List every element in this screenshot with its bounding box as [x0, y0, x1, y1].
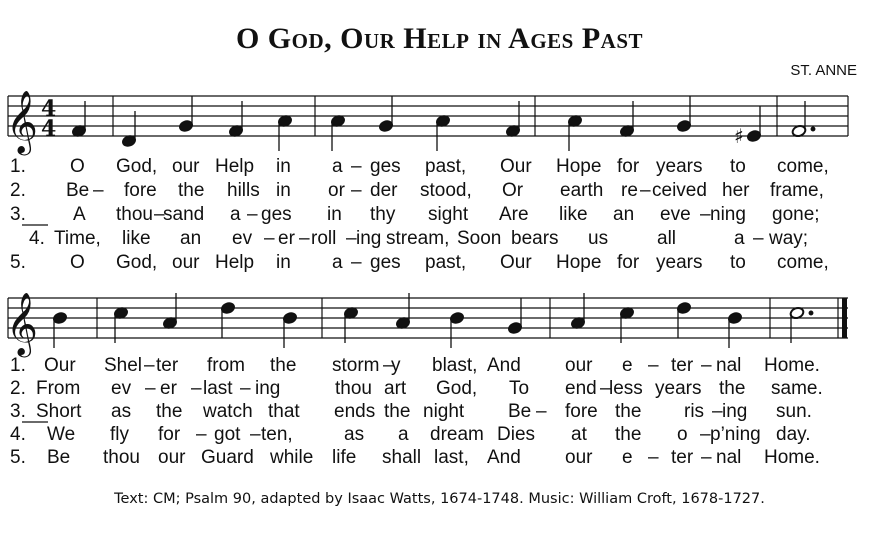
- lyric-syllable: And: [487, 447, 521, 468]
- lyric-syllable: last: [203, 378, 233, 399]
- lyric-syllable: Our: [500, 252, 532, 273]
- verse-number: 5.: [10, 252, 26, 273]
- verse-number: 4.: [29, 228, 45, 249]
- lyric-syllable: Dies: [497, 424, 536, 445]
- lyric-syllable: the: [615, 401, 642, 422]
- lyric-syllable: ter: [671, 355, 694, 376]
- lyric-syllable: stood,: [420, 180, 472, 201]
- lyric-syllable: Hope: [556, 156, 602, 177]
- lyric-syllable: a: [332, 156, 343, 177]
- lyric-syllable: stream,: [386, 228, 450, 249]
- lyric-syllable: re: [621, 180, 638, 201]
- lyric-syllable: thou: [335, 378, 372, 399]
- lyric-syllable: art: [384, 378, 407, 399]
- lyric-hyphen: –: [154, 204, 165, 225]
- lyric-syllable: Our: [500, 156, 532, 177]
- lyric-syllable: p’ning: [710, 424, 761, 445]
- lyric-hyphen: –: [144, 355, 155, 376]
- lyric-syllable: ges: [261, 204, 292, 225]
- lyric-syllable: past,: [425, 156, 467, 177]
- lyric-syllable: years: [656, 252, 703, 273]
- lyric-hyphen: –: [536, 401, 547, 422]
- lyric-syllable: A: [73, 204, 86, 225]
- staff-system-1: [8, 96, 848, 136]
- verse-number: 3.: [10, 204, 26, 225]
- lyric-syllable: e: [622, 447, 633, 468]
- notes-system-1: [71, 96, 815, 151]
- lyric-hyphen: –: [264, 228, 275, 249]
- lyric-syllable: Short: [36, 401, 82, 422]
- lyric-syllable: blast,: [432, 355, 478, 376]
- lyric-syllable: like: [559, 204, 588, 225]
- time-signature-top: 4: [41, 96, 57, 122]
- lyric-syllable: Be: [66, 180, 90, 201]
- lyric-syllable: like: [122, 228, 151, 249]
- lyric-syllable: an: [180, 228, 202, 249]
- lyric-hyphen: –: [346, 228, 357, 249]
- lyric-hyphen: –: [196, 424, 207, 445]
- verse-number: 4.: [10, 424, 26, 445]
- lyric-syllable: sun.: [776, 401, 812, 422]
- lyric-syllable: a: [332, 252, 343, 273]
- lyric-syllable: nal: [716, 355, 742, 376]
- lyric-syllable: And: [487, 355, 521, 376]
- lyric-syllable: last,: [434, 447, 469, 468]
- lyric-hyphen: –: [753, 228, 764, 249]
- lyric-syllable: ev: [232, 228, 253, 249]
- treble-clef-icon: 𝄞: [6, 90, 38, 153]
- final-barline: [842, 298, 847, 338]
- lyric-hyphen: –: [240, 378, 251, 399]
- lyric-syllable: end: [565, 378, 597, 399]
- lyric-syllable: for: [617, 252, 640, 273]
- verse-number: 3.: [10, 401, 26, 422]
- lyric-syllable: Help: [215, 252, 255, 273]
- lyric-syllable: as: [111, 401, 132, 422]
- lyric-syllable: Are: [499, 204, 529, 225]
- lyric-syllable: the: [384, 401, 411, 422]
- lyric-syllable: ris: [684, 401, 705, 422]
- treble-clef-icon: 𝄞: [6, 292, 38, 355]
- lyric-syllable: same.: [771, 378, 823, 399]
- lyric-syllable: a: [398, 424, 409, 445]
- lyric-syllable: our: [172, 252, 200, 273]
- lyric-syllable: the: [719, 378, 746, 399]
- lyric-syllable: Soon: [457, 228, 502, 249]
- lyrics-system-1: [10, 156, 829, 273]
- lyric-syllable: all: [657, 228, 677, 249]
- lyric-syllable: ing: [722, 401, 748, 422]
- lyric-syllable: Home.: [764, 447, 820, 468]
- lyric-hyphen: –: [648, 447, 659, 468]
- lyric-syllable: Time,: [54, 228, 101, 249]
- lyric-syllable: God,: [116, 252, 158, 273]
- lyric-syllable: We: [47, 424, 76, 445]
- lyric-syllable: a: [734, 228, 745, 249]
- lyric-syllable: fore: [565, 401, 598, 422]
- lyric-hyphen: –: [640, 180, 651, 201]
- lyric-hyphen: –: [700, 204, 711, 225]
- lyric-syllable: years: [655, 378, 702, 399]
- lyric-syllable: for: [617, 156, 640, 177]
- lyric-syllable: nal: [716, 447, 742, 468]
- lyric-hyphen: –: [648, 355, 659, 376]
- lyric-syllable: for: [158, 424, 181, 445]
- lyric-syllable: er: [160, 378, 177, 399]
- lyric-syllable: the: [615, 424, 642, 445]
- lyric-syllable: got: [214, 424, 241, 445]
- tune-name: ST. ANNE: [790, 62, 857, 79]
- lyric-syllable: ev: [111, 378, 132, 399]
- lyric-syllable: watch: [203, 401, 253, 422]
- lyric-syllable: Be: [508, 401, 532, 422]
- lyric-syllable: Shel: [104, 355, 143, 376]
- lyric-syllable: an: [613, 204, 635, 225]
- lyric-syllable: our: [158, 447, 186, 468]
- hymn-title: O God, Our Help in Ages Past: [235, 22, 644, 55]
- lyric-syllable: way;: [769, 228, 809, 249]
- lyric-syllable: hills: [227, 180, 260, 201]
- lyric-syllable: ter: [671, 447, 694, 468]
- lyric-syllable: fore: [124, 180, 157, 201]
- lyric-hyphen: –: [712, 401, 723, 422]
- lyric-syllable: To: [509, 378, 530, 399]
- lyric-syllable: ges: [370, 252, 401, 273]
- lyric-syllable: ceived: [652, 180, 707, 201]
- lyric-hyphen: –: [701, 447, 712, 468]
- lyric-syllable: bears: [511, 228, 559, 249]
- lyric-syllable: day.: [776, 424, 811, 445]
- lyric-syllable: roll: [311, 228, 337, 249]
- lyric-syllable: us: [588, 228, 609, 249]
- lyric-syllable: O: [70, 156, 85, 177]
- lyric-hyphen: –: [299, 228, 310, 249]
- verse-number: 2.: [10, 180, 26, 201]
- lyric-syllable: our: [172, 156, 200, 177]
- lyric-hyphen: –: [383, 355, 394, 376]
- lyric-syllable: Help: [215, 156, 255, 177]
- time-signature-bottom: 4: [41, 116, 57, 142]
- lyric-syllable: in: [276, 252, 291, 273]
- lyric-syllable: come,: [777, 252, 829, 273]
- lyric-hyphen: –: [93, 180, 104, 201]
- lyric-hyphen: –: [600, 378, 611, 399]
- lyric-syllable: thy: [370, 204, 396, 225]
- lyric-syllable: to: [730, 252, 746, 273]
- lyric-syllable: thou: [103, 447, 140, 468]
- verse-number: 2.: [10, 378, 26, 399]
- verse-number: 1.: [10, 355, 26, 376]
- lyric-syllable: Home.: [764, 355, 820, 376]
- lyric-syllable: fly: [110, 424, 129, 445]
- lyric-syllable: y: [391, 355, 401, 376]
- lyric-hyphen: –: [250, 424, 261, 445]
- lyric-syllable: come,: [777, 156, 829, 177]
- lyric-syllable: in: [276, 180, 291, 201]
- lyric-syllable: shall: [382, 447, 422, 468]
- notes-system-2: [52, 293, 813, 348]
- lyric-syllable: frame,: [770, 180, 824, 201]
- lyric-syllable: at: [571, 424, 587, 445]
- lyric-syllable: storm: [332, 355, 380, 376]
- lyric-syllable: in: [276, 156, 291, 177]
- lyric-syllable: Or: [502, 180, 524, 201]
- lyric-syllable: our: [565, 355, 593, 376]
- lyric-syllable: ning: [710, 204, 746, 225]
- lyric-syllable: ends: [334, 401, 376, 422]
- lyric-syllable: in: [327, 204, 342, 225]
- lyric-syllable: thou: [116, 204, 153, 225]
- lyric-syllable: God,: [116, 156, 158, 177]
- lyric-syllable: years: [656, 156, 703, 177]
- lyric-syllable: a: [230, 204, 241, 225]
- lyric-syllable: ing: [255, 378, 281, 399]
- lyric-syllable: that: [268, 401, 300, 422]
- lyric-syllable: From: [36, 378, 81, 399]
- lyric-syllable: Be: [47, 447, 71, 468]
- lyric-syllable: ter: [156, 355, 179, 376]
- lyric-hyphen: –: [701, 355, 712, 376]
- lyric-syllable: ten,: [261, 424, 293, 445]
- lyric-syllable: life: [332, 447, 357, 468]
- lyric-syllable: night: [423, 401, 465, 422]
- lyric-hyphen: –: [191, 378, 202, 399]
- lyric-syllable: Our: [44, 355, 76, 376]
- lyric-syllable: ges: [370, 156, 401, 177]
- lyric-syllable: while: [270, 447, 314, 468]
- lyric-syllable: Guard: [201, 447, 254, 468]
- lyric-syllable: ing: [356, 228, 382, 249]
- lyric-syllable: O: [70, 252, 85, 273]
- staff-system-2: [8, 298, 848, 338]
- lyric-syllable: God,: [436, 378, 478, 399]
- lyric-syllable: to: [730, 156, 746, 177]
- lyric-syllable: eve: [660, 204, 691, 225]
- lyric-hyphen: –: [351, 156, 362, 177]
- lyric-syllable: less: [609, 378, 643, 399]
- verse-number: 5.: [10, 447, 26, 468]
- lyric-syllable: the: [270, 355, 297, 376]
- lyric-syllable: the: [156, 401, 183, 422]
- lyric-syllable: sand: [163, 204, 205, 225]
- lyric-syllable: e: [622, 355, 633, 376]
- lyric-hyphen: –: [700, 424, 711, 445]
- verse-number: 1.: [10, 156, 26, 177]
- lyric-syllable: Hope: [556, 252, 602, 273]
- lyric-syllable: or: [328, 180, 345, 201]
- lyric-hyphen: –: [247, 204, 258, 225]
- lyric-syllable: past,: [425, 252, 467, 273]
- credit-line: Text: CM; Psalm 90, adapted by Isaac Watts, 1674-1748. Music: William Croft, 1678-1727.: [114, 491, 765, 507]
- lyric-syllable: er: [278, 228, 295, 249]
- lyric-syllable: sight: [428, 204, 469, 225]
- lyric-syllable: der: [370, 180, 398, 201]
- lyric-hyphen: –: [145, 378, 156, 399]
- lyric-syllable: gone;: [772, 204, 820, 225]
- sharp-icon: ♯: [734, 124, 744, 148]
- lyric-hyphen: –: [351, 252, 362, 273]
- lyric-syllable: our: [565, 447, 593, 468]
- lyric-syllable: her: [722, 180, 750, 201]
- lyrics-system-2: [10, 355, 823, 468]
- lyric-syllable: as: [344, 424, 365, 445]
- lyric-syllable: earth: [560, 180, 604, 201]
- lyric-hyphen: –: [351, 180, 362, 201]
- lyric-syllable: dream: [430, 424, 484, 445]
- lyric-syllable: from: [207, 355, 245, 376]
- lyric-syllable: o: [677, 424, 688, 445]
- lyric-syllable: the: [178, 180, 205, 201]
